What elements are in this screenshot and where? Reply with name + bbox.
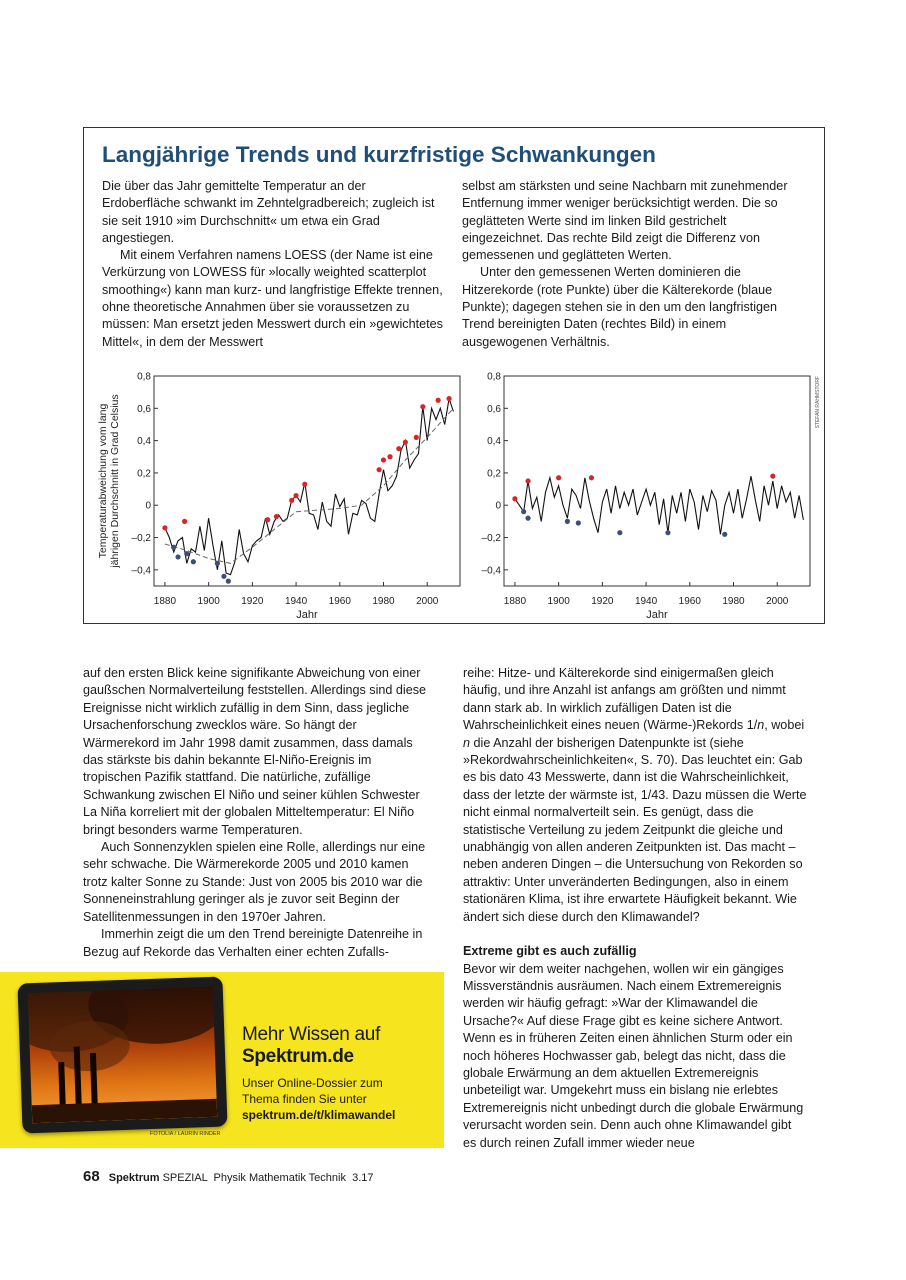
warm-record-dot	[182, 519, 187, 524]
x-tick-label: 1900	[197, 596, 220, 607]
cold-record-dot	[525, 516, 530, 521]
cold-record-dot	[521, 509, 526, 514]
warm-record-dot	[770, 474, 775, 479]
warm-record-dot	[589, 475, 594, 480]
cold-record-dot	[175, 554, 180, 559]
warm-record-dot	[293, 493, 298, 498]
photo-credit: FOTOLIA / LAURIN RINDER	[150, 1131, 221, 1137]
tablet-image	[17, 976, 227, 1133]
warm-record-dot	[420, 404, 425, 409]
image-credit: STEFAN RAHMSTORF	[815, 376, 821, 429]
text-run: , wobei	[764, 718, 805, 733]
y-tick-label: 0,2	[487, 468, 501, 480]
chart-measured-temperature	[97, 372, 460, 622]
y-tick-label: –0,2	[481, 533, 501, 545]
body-paragraph	[463, 665, 808, 926]
ad-headline	[242, 1024, 380, 1068]
info-paragraph: selbst am stärksten und seine Nachbarn mit zunehmender Entfernung immer weniger berücksichtigt werden. Die so geglätteten Werte sind im linken Bild gestrichelt eingezeichnet. Das rechte Bild zeigt die Differenz von gemessenen und geglätteten Werten.	[462, 179, 788, 263]
warm-record-dot	[436, 398, 441, 403]
y-axis-label: Temperaturabweichung vom lang	[97, 403, 109, 559]
text-run: die Anzahl der bisherigen Datenpunkte ist (siehe »Rekordwahrscheinlichkeiten«, S. 70). Das leuchtet ein: Gab es bis dato 43 Messwerte, dann ist die Wahrscheinlichkeit, dass der letzte der wärmste ist, 1/43. Dazu müssen die Werte nicht einmal normalverteilt sein. Es genügt, dass die statistische Verteilung zu jedem Zeitpunkt die gleiche und unabhängig von allen anderen Zeitpunkten ist. Das macht – neben anderen Dingen – die Untersuchung von Rekorden so attraktiv: Unter unveränderten Bedingungen, also in einem stationären Klima, ist ihre erwartete Häufigkeit bekannt. Wie ändert sich diese durch den Klimawandel?	[463, 735, 807, 924]
warm-record-dot	[396, 446, 401, 451]
cold-record-dot	[722, 532, 727, 537]
y-tick-label: 0,6	[137, 403, 151, 415]
cold-record-dot	[665, 530, 670, 535]
body-paragraph: Bevor wir dem weiter nachgehen, wollen wir ein gängiges Missverständnis ausräumen. Nach einem Extremereignis werden wir häufig gefragt: »War der Klimawandel die Ursache?« Auf diese Frage gibt es keine sichere Antwort. Wenn es in früheren Zeiten einen ähnlichen Sturm oder ein noch höheres Hochwasser gab, belegt das nicht, dass die globale Erwärmung an dem aktuellen Extremereignis unbeteiligt war. Umgekehrt muss ein bislang nie erlebtes Extremereignis nicht unbedingt durch die globale Erwärmung verursacht worden sein. Denn auch ohne Klimawandel gibt es durch reinen Zufall immer wieder neue	[463, 961, 804, 1150]
y-tick-label: 0,2	[137, 468, 151, 480]
warm-record-dot	[512, 496, 517, 501]
ad-description: Unser Online-Dossier zum Thema finden Sie unter	[242, 1076, 383, 1106]
warm-record-dot	[556, 475, 561, 480]
x-tick-label: 1960	[328, 596, 351, 607]
info-paragraph: Die über das Jahr gemittelte Temperatur an der Erdoberfläche schwankt im Zehntelgradbereich; zugleich ist sie seit 1910 »im Durchschnitt« um etwa ein Grad angestiegen.	[102, 179, 435, 245]
warm-record-dot	[162, 525, 167, 530]
warm-record-dot	[302, 482, 307, 487]
cold-record-dot	[215, 561, 220, 566]
issue-info: SPEZIAL Physik Mathematik Technik 3.17	[162, 1172, 374, 1184]
y-tick-label: 0,4	[137, 436, 151, 448]
body-column-left	[83, 665, 428, 961]
x-tick-label: 1940	[284, 596, 308, 607]
x-tick-label: 1980	[372, 596, 395, 607]
temperature-charts	[84, 128, 824, 623]
warm-record-dot	[403, 440, 408, 445]
x-tick-label: 1880	[503, 596, 527, 607]
x-axis-label: Jahr	[296, 609, 318, 621]
text-run: n	[463, 735, 471, 750]
body-paragraph: Auch Sonnenzyklen spielen eine Rolle, allerdings nur eine sehr schwache. Die Wärmerekorde 2005 und 2010 kamen trotz kalter Sonne zu Stande: Just von 2005 bis 2010 war die Sonneneinstrahlung geringer als je zuvor seit Beginn der Satellitenmessungen in den 1970er Jahren.	[83, 840, 426, 924]
info-paragraph: Unter den gemessenen Werten dominieren die Hitzerekorde (rote Punkte) über die Kälterekorde (blaue Punkte); dagegen stehen sie in den um den langfristigen Trend bereinigten Daten (rechtes Bild) in einem ausgewogenen Verhältnis.	[462, 265, 778, 349]
warm-record-dot	[446, 396, 451, 401]
y-tick-label: –0,4	[481, 565, 501, 577]
warm-record-dot	[387, 454, 392, 459]
cold-record-dot	[226, 579, 231, 584]
plot-frame	[504, 376, 810, 586]
warm-record-dot	[525, 478, 530, 483]
body-column-right	[463, 665, 808, 1152]
section-subheading: Extreme gibt es auch zufällig	[463, 944, 637, 959]
body-paragraph: Immerhin zeigt die um den Trend bereinigte Datenreihe in Bezug auf Rekorde das Verhalten einer echten Zufalls-	[83, 927, 423, 959]
x-tick-label: 2000	[416, 596, 439, 607]
y-axis-label: jährigen Durchschnitt in Grad Celsius	[109, 394, 121, 568]
factory-smoke-photo	[28, 987, 217, 1123]
spacer	[463, 926, 808, 943]
plot-frame	[154, 376, 460, 586]
ad-headline-line2: Spektrum.de	[242, 1046, 354, 1067]
y-tick-label: 0,8	[487, 371, 501, 383]
cold-record-dot	[184, 551, 189, 556]
info-box-title: Langjährige Trends und kurzfristige Schwankungen	[102, 142, 656, 167]
cold-record-dot	[191, 559, 196, 564]
y-tick-label: 0,4	[487, 436, 501, 448]
text-run: reihe: Hitze- und Kälterekorde sind einigermaßen gleich häufig, und ihre Anzahl ist anfangs am größten und nimmt dann stark ab. In wirklich zufälligen Daten ist die Wahrscheinlichkeit eines neuen (Wärme-)Rekords 1/	[463, 666, 786, 733]
y-tick-label: –0,2	[131, 533, 151, 545]
warm-record-dot	[381, 457, 386, 462]
warm-record-dot	[274, 514, 279, 519]
x-tick-label: 1960	[678, 596, 701, 607]
magazine-brand: Spektrum	[108, 1172, 160, 1184]
x-tick-label: 1920	[591, 596, 614, 607]
y-tick-label: –0,4	[131, 565, 151, 577]
ad-headline-line1: Mehr Wissen auf	[242, 1024, 381, 1045]
x-axis-label: Jahr	[646, 609, 668, 621]
x-tick-label: 1940	[634, 596, 658, 607]
cold-record-dot	[576, 520, 581, 525]
warm-record-dot	[414, 435, 419, 440]
info-box	[83, 127, 825, 624]
spektrum-ad-banner[interactable]	[0, 972, 444, 1148]
y-tick-label: 0,6	[487, 403, 501, 415]
y-tick-label: 0,8	[137, 371, 151, 383]
x-tick-label: 1920	[241, 596, 264, 607]
warm-record-dot	[377, 467, 382, 472]
warm-record-dot	[289, 498, 294, 503]
ad-link[interactable]: spektrum.de/t/klimawandel	[242, 1108, 396, 1122]
warm-record-dot	[265, 517, 270, 522]
chart-detrended-temperature	[482, 372, 810, 622]
body-paragraph: auf den ersten Blick keine signifikante Abweichung von einer gaußschen Normalverteilung feststellen. Allerdings sind diese Ereignisse nicht wirklich zufällig in dem Sinn, dass jegliche Ursachenforschung zwecklos wäre. So hängt der Wärmerekord im Jahr 1998 damit zusammen, dass damals das stärkste bis dahin bekannte El-Niño-Ereignis im tropischen Pazifik stattfand. Die natürliche, zufällige Schwankung zwischen El Niño und seiner kühlen Schwester La Niña korreliert mit der globalen Mitteltemperatur: El Niño bringt besonders warme Temperaturen.	[83, 666, 427, 837]
cold-record-dot	[171, 545, 176, 550]
ad-text	[242, 1075, 417, 1123]
cold-record-dot	[221, 574, 226, 579]
x-tick-label: 1980	[722, 596, 745, 607]
page-footer	[83, 1168, 374, 1185]
cold-record-dot	[617, 530, 622, 535]
y-tick-label: 0	[495, 500, 501, 512]
x-tick-label: 2000	[766, 596, 789, 607]
text-run: n	[757, 718, 765, 733]
info-paragraph: Mit einem Verfahren namens LOESS (der Name ist eine Verkürzung von LOWESS für »locally weighted scatterplot smoothing«) kann man kurz- und langfristige Effekte trennen, ohne theoretische Annahmen über sie voraussetzen zu müssen: Man ersetzt jeden Messwert durch ein »gewichtetes Mittel«, in dem der Messwert	[102, 248, 443, 349]
cold-record-dot	[565, 519, 570, 524]
x-tick-label: 1880	[153, 596, 177, 607]
x-tick-label: 1900	[547, 596, 570, 607]
y-tick-label: 0	[145, 500, 151, 512]
page-number: 68	[83, 1168, 100, 1185]
